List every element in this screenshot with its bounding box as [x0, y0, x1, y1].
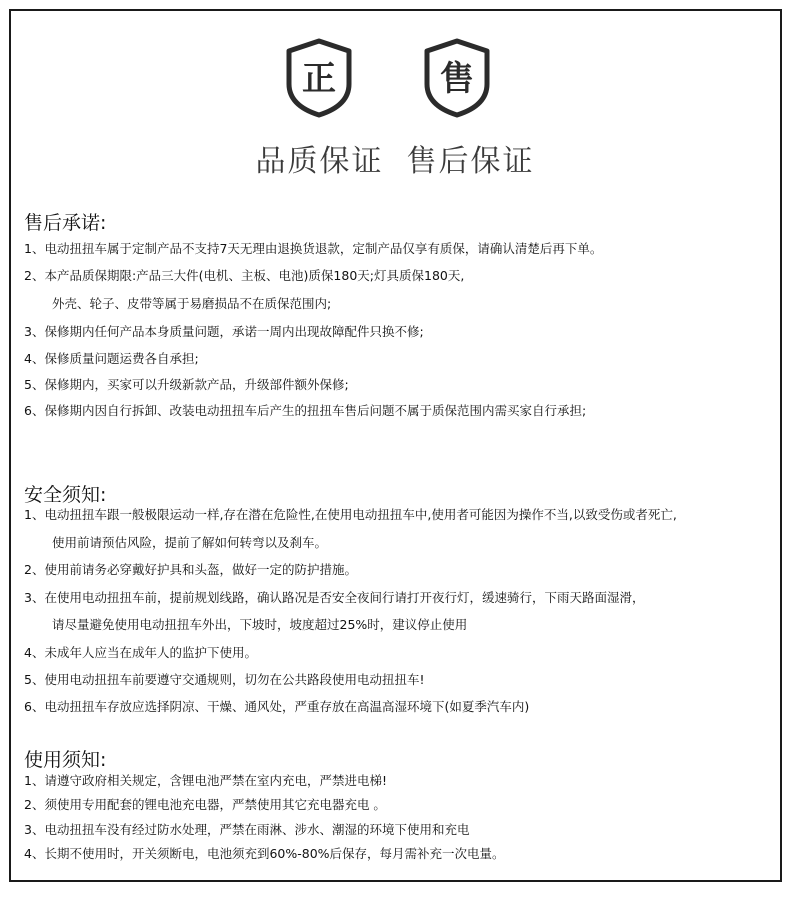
- list-item: 1、电动扭扭车属于定制产品不支持7天无理由退换货退款，定制产品仅享有质保，请确认清楚后再下单。: [24, 241, 603, 256]
- page-headline: 品质保证 售后保证: [255, 144, 535, 179]
- list-item: 2、本产品质保期限:产品三大件(电机、主板、电池)质保180天;灯具质保180天,: [24, 268, 465, 283]
- list-item: 2、须使用专用配套的锂电池充电器，严禁使用其它充电器充电 。: [24, 797, 386, 812]
- list-item: 2、使用前请务必穿戴好护具和头盔，做好一定的防护措施。: [24, 562, 357, 577]
- list-item: 5、保修期内，买家可以升级新款产品，升级部件额外保修;: [24, 377, 349, 392]
- section-title-after-sales: 售后承诺:: [24, 212, 107, 234]
- list-item: 1、请遵守政府相关规定，含锂电池严禁在室内充电，严禁进电梯!: [24, 773, 387, 788]
- list-item: 使用前请预估风险，提前了解如何转弯以及刹车。: [52, 535, 328, 550]
- list-item: 6、电动扭扭车存放应选择阴凉、干燥、通风处，严重存放在高温高湿环境下(如夏季汽车内): [24, 699, 530, 714]
- badge-char: 售: [440, 59, 474, 99]
- list-item: 4、保修质量问题运费各自承担;: [24, 351, 199, 366]
- list-item: 3、电动扭扭车没有经过防水处理，严禁在雨淋、涉水、潮湿的环境下使用和充电: [24, 822, 470, 837]
- badge-char: 正: [302, 59, 336, 99]
- list-item: 3、保修期内任何产品本身质量问题，承诺一周内出现故障配件只换不修;: [24, 324, 424, 339]
- list-item: 3、在使用电动扭扭车前，提前规划线路，确认路况是否安全夜间行请打开夜行灯，缓速骑行，下雨天路面湿滑，: [24, 590, 645, 605]
- list-item: 1、电动扭扭车跟一般极限运动一样,存在潜在危险性,在使用电动扭扭车中,使用者可能因为操作不当,以致受伤或者死亡,: [24, 507, 677, 522]
- shield-icon: [423, 38, 491, 118]
- list-item: 4、长期不使用时，开关须断电，电池须充到60%-80%后保存，每月需补充一次电量。: [24, 846, 505, 861]
- list-item: 6、保修期内因自行拆卸、改装电动扭扭车后产生的扭扭车售后问题不属于质保范围内需买家自行承担;: [24, 403, 587, 418]
- list-item: 外壳、轮子、皮带等属于易磨损品不在质保范围内;: [52, 296, 332, 311]
- shield-icon: [285, 38, 353, 118]
- list-item: 5、使用电动扭扭车前要遵守交通规则，切勿在公共路段使用电动扭扭车!: [24, 672, 425, 687]
- list-item: 4、未成年人应当在成年人的监护下使用。: [24, 645, 257, 660]
- list-item: 请尽量避免使用电动扭扭车外出，下坡时，坡度超过25%时，建议停止使用: [52, 617, 468, 632]
- section-title-usage: 使用须知:: [24, 749, 107, 771]
- section-title-safety: 安全须知:: [24, 484, 107, 506]
